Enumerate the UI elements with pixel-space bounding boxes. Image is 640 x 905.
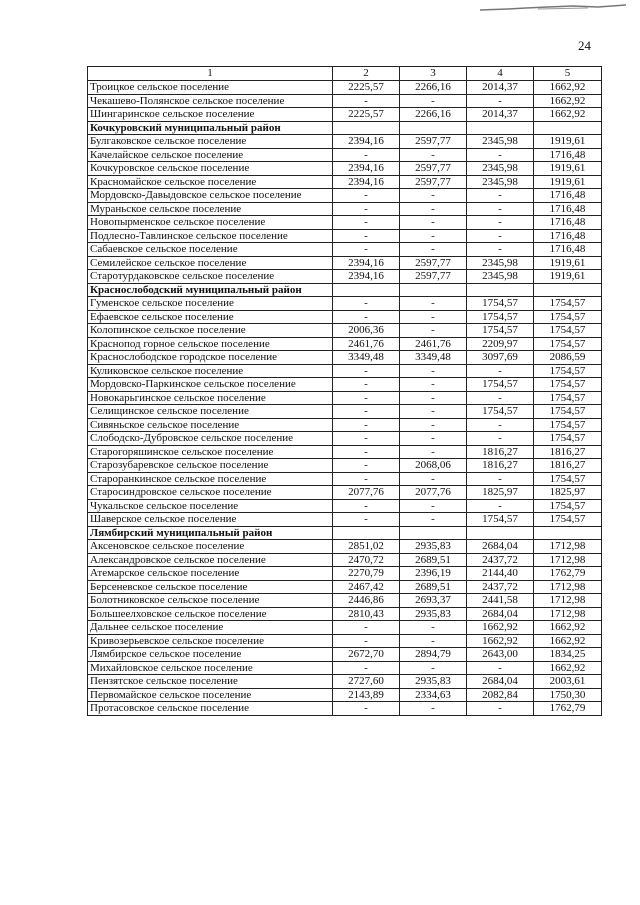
value-col-2: - [333, 661, 400, 675]
settlement-name: Старосиндровское сельское поселение [88, 486, 333, 500]
table-row [88, 445, 602, 459]
settlement-name: Старозубаревское сельское поселение [88, 459, 333, 473]
value-col-2: 2467,42 [333, 580, 400, 594]
value-col-2: - [333, 513, 400, 527]
value-col-4: 3097,69 [467, 351, 534, 365]
value-col-4: 2014,37 [467, 108, 534, 122]
value-col-2: 2810,43 [333, 607, 400, 621]
value-col-4: 2345,98 [467, 175, 534, 189]
value-col-2: - [333, 378, 400, 392]
value-col-2: 2672,70 [333, 648, 400, 662]
table-row [88, 540, 602, 554]
value-col-4: 1754,57 [467, 378, 534, 392]
value-col-5 [534, 283, 602, 297]
value-col-4: 2437,72 [467, 553, 534, 567]
value-col-5: 2003,61 [534, 675, 602, 689]
value-col-3: - [400, 297, 467, 311]
value-col-3: 2935,83 [400, 607, 467, 621]
value-col-3: 2597,77 [400, 162, 467, 176]
table-row [88, 270, 602, 284]
value-col-4: 2437,72 [467, 580, 534, 594]
value-col-5: 1919,61 [534, 175, 602, 189]
value-col-3: - [400, 216, 467, 230]
value-col-4: 2345,98 [467, 135, 534, 149]
table-row [88, 702, 602, 716]
value-col-5: 1762,79 [534, 702, 602, 716]
table-row [88, 81, 602, 95]
value-col-2: - [333, 445, 400, 459]
value-col-4: - [467, 148, 534, 162]
value-col-2: - [333, 621, 400, 635]
value-col-4: 1662,92 [467, 621, 534, 635]
settlement-name: Кривозерьевское сельское поселение [88, 634, 333, 648]
value-col-2: - [333, 405, 400, 419]
value-col-3: 2396,19 [400, 567, 467, 581]
value-col-5: 1919,61 [534, 256, 602, 270]
settlement-name: Сабаевское сельское поселение [88, 243, 333, 257]
table-row [88, 553, 602, 567]
column-header: 3 [400, 67, 467, 81]
value-col-5: 1816,27 [534, 445, 602, 459]
settlement-name: Старотурдаковское сельское поселение [88, 270, 333, 284]
value-col-3: - [400, 432, 467, 446]
table-row [88, 607, 602, 621]
table-row [88, 94, 602, 108]
value-col-2: - [333, 364, 400, 378]
settlement-name: Слободско-Дубровское сельское поселение [88, 432, 333, 446]
value-col-3: - [400, 634, 467, 648]
value-col-3: - [400, 364, 467, 378]
value-col-5: 1834,25 [534, 648, 602, 662]
value-col-3: - [400, 324, 467, 338]
value-col-3: 2597,77 [400, 256, 467, 270]
value-col-3: - [400, 202, 467, 216]
value-col-3: 2693,37 [400, 594, 467, 608]
value-col-5: 1716,48 [534, 229, 602, 243]
value-col-5: 1712,98 [534, 580, 602, 594]
value-col-4: 1825,97 [467, 486, 534, 500]
settlement-name: Гуменское сельское поселение [88, 297, 333, 311]
value-col-3: 2597,77 [400, 135, 467, 149]
value-col-3: - [400, 445, 467, 459]
table-row [88, 486, 602, 500]
settlement-name: Первомайское сельское поселение [88, 688, 333, 702]
table-row [88, 256, 602, 270]
value-col-4: 2144,40 [467, 567, 534, 581]
value-col-3: - [400, 229, 467, 243]
value-col-3: 2461,76 [400, 337, 467, 351]
column-header: 1 [88, 67, 333, 81]
value-col-2: 3349,48 [333, 351, 400, 365]
value-col-4: - [467, 364, 534, 378]
table-row [88, 202, 602, 216]
value-col-3: 2597,77 [400, 270, 467, 284]
value-col-3: 2077,76 [400, 486, 467, 500]
value-col-5: 1662,92 [534, 108, 602, 122]
value-col-4: 1662,92 [467, 634, 534, 648]
value-col-5: 1712,98 [534, 607, 602, 621]
value-col-4: 2643,00 [467, 648, 534, 662]
value-col-3: 2894,79 [400, 648, 467, 662]
value-col-4 [467, 526, 534, 540]
value-col-3: - [400, 621, 467, 635]
value-col-2: - [333, 310, 400, 324]
settlement-name: Шаверское сельское поселение [88, 513, 333, 527]
value-col-4: - [467, 472, 534, 486]
column-header: 2 [333, 67, 400, 81]
value-col-4: - [467, 229, 534, 243]
value-col-3 [400, 121, 467, 135]
value-col-2: 2461,76 [333, 337, 400, 351]
value-col-2: 2006,36 [333, 324, 400, 338]
value-col-4: - [467, 243, 534, 257]
settlement-name: Берсеневское сельское поселение [88, 580, 333, 594]
value-col-2: - [333, 634, 400, 648]
value-col-3: - [400, 94, 467, 108]
value-col-2: 2394,16 [333, 270, 400, 284]
value-col-4: 1816,27 [467, 445, 534, 459]
value-col-5: 1716,48 [534, 148, 602, 162]
value-col-4: 1754,57 [467, 324, 534, 338]
value-col-2: - [333, 459, 400, 473]
value-col-3: 2266,16 [400, 81, 467, 95]
value-col-3 [400, 283, 467, 297]
table-row [88, 391, 602, 405]
value-col-5: 1716,48 [534, 216, 602, 230]
value-col-5: 1919,61 [534, 162, 602, 176]
settlement-name: Селищинское сельское поселение [88, 405, 333, 419]
table-row [88, 324, 602, 338]
settlement-name: Сивяньское сельское поселение [88, 418, 333, 432]
table-row [88, 621, 602, 635]
section-row [88, 283, 602, 297]
table-row [88, 148, 602, 162]
table-row [88, 567, 602, 581]
settlement-name: Пензятское сельское поселение [88, 675, 333, 689]
page-number: 24 [578, 38, 591, 53]
value-col-3: 2689,51 [400, 580, 467, 594]
value-col-4: 1754,57 [467, 405, 534, 419]
value-col-5 [534, 526, 602, 540]
settlement-name: Атемарское сельское поселение [88, 567, 333, 581]
table-row [88, 175, 602, 189]
value-col-5: 1716,48 [534, 243, 602, 257]
value-col-3: - [400, 391, 467, 405]
value-col-5: 1754,57 [534, 405, 602, 419]
settlement-name: Аксеновское сельское поселение [88, 540, 333, 554]
table-row [88, 648, 602, 662]
table-row [88, 688, 602, 702]
column-header: 4 [467, 67, 534, 81]
table-row [88, 216, 602, 230]
value-col-2: - [333, 216, 400, 230]
settlement-name: Старогоряшинское сельское поселение [88, 445, 333, 459]
table-row [88, 162, 602, 176]
value-col-2: - [333, 702, 400, 716]
value-col-3 [400, 526, 467, 540]
value-col-4: - [467, 661, 534, 675]
settlement-name: Качелайское сельское поселение [88, 148, 333, 162]
value-col-2: - [333, 472, 400, 486]
value-col-5: 1919,61 [534, 135, 602, 149]
value-col-3: - [400, 513, 467, 527]
value-col-4: - [467, 499, 534, 513]
value-col-4: 1754,57 [467, 310, 534, 324]
value-col-5: 1662,92 [534, 661, 602, 675]
value-col-4: 2345,98 [467, 270, 534, 284]
value-col-2 [333, 526, 400, 540]
value-col-5: 1754,57 [534, 418, 602, 432]
settlement-name: Лямбирское сельское поселение [88, 648, 333, 662]
settlement-name: Краснопод горное сельское поселение [88, 337, 333, 351]
value-col-2: 2394,16 [333, 162, 400, 176]
value-col-4: - [467, 391, 534, 405]
value-col-3: 2935,83 [400, 540, 467, 554]
settlement-name: Протасовское сельское поселение [88, 702, 333, 716]
settlement-name: Дальнее сельское поселение [88, 621, 333, 635]
settlement-name: Мураньское сельское поселение [88, 202, 333, 216]
table-row [88, 243, 602, 257]
value-col-5: 1662,92 [534, 81, 602, 95]
tariff-table [87, 66, 602, 716]
value-col-4: 2082,84 [467, 688, 534, 702]
value-col-3: 2266,16 [400, 108, 467, 122]
value-col-3: 2068,06 [400, 459, 467, 473]
value-col-5: 1750,30 [534, 688, 602, 702]
settlement-name: Новокарьгинское сельское поселение [88, 391, 333, 405]
value-col-5: 1816,27 [534, 459, 602, 473]
column-header: 5 [534, 67, 602, 81]
value-col-2: - [333, 148, 400, 162]
value-col-5: 1662,92 [534, 621, 602, 635]
table-row [88, 580, 602, 594]
value-col-3: - [400, 702, 467, 716]
value-col-5: 1754,57 [534, 432, 602, 446]
value-col-4: 1754,57 [467, 297, 534, 311]
settlement-name: Александровское сельское поселение [88, 553, 333, 567]
table-row [88, 418, 602, 432]
value-col-2: 2470,72 [333, 553, 400, 567]
value-col-5: 1754,57 [534, 378, 602, 392]
value-col-2: - [333, 202, 400, 216]
value-col-3: - [400, 378, 467, 392]
value-col-5: 1762,79 [534, 567, 602, 581]
value-col-5: 1754,57 [534, 364, 602, 378]
value-col-5: 1754,57 [534, 391, 602, 405]
value-col-4: - [467, 189, 534, 203]
value-col-4: - [467, 216, 534, 230]
scan-noise-mark [478, 3, 628, 13]
value-col-5: 1919,61 [534, 270, 602, 284]
value-col-4: 1816,27 [467, 459, 534, 473]
settlement-name: Подлесно-Тавлинское сельское поселение [88, 229, 333, 243]
value-col-2 [333, 121, 400, 135]
value-col-4: - [467, 702, 534, 716]
value-col-2: - [333, 94, 400, 108]
table-row [88, 459, 602, 473]
value-col-5: 1754,57 [534, 337, 602, 351]
value-col-3: 2935,83 [400, 675, 467, 689]
value-col-2: - [333, 297, 400, 311]
value-col-3: - [400, 243, 467, 257]
value-col-3: 2689,51 [400, 553, 467, 567]
value-col-2 [333, 283, 400, 297]
value-col-3: - [400, 661, 467, 675]
value-col-4: 2345,98 [467, 256, 534, 270]
value-col-4: 2684,04 [467, 675, 534, 689]
value-col-2: - [333, 243, 400, 257]
settlement-name: Большеелховское сельское поселение [88, 607, 333, 621]
value-col-2: 2225,57 [333, 108, 400, 122]
value-col-5: 1754,57 [534, 310, 602, 324]
table-row [88, 135, 602, 149]
district-name: Лямбирский муниципальный район [88, 526, 333, 540]
value-col-4: 2684,04 [467, 607, 534, 621]
district-name: Краснослободский муниципальный район [88, 283, 333, 297]
table-row [88, 594, 602, 608]
table-row [88, 634, 602, 648]
value-col-2: 2077,76 [333, 486, 400, 500]
settlement-name: Куликовское сельское поселение [88, 364, 333, 378]
settlement-name: Ефаевское сельское поселение [88, 310, 333, 324]
value-col-5: 1712,98 [534, 540, 602, 554]
settlement-name: Троицкое сельское поселение [88, 81, 333, 95]
value-col-2: - [333, 391, 400, 405]
value-col-4: 2209,97 [467, 337, 534, 351]
table-row [88, 675, 602, 689]
table-row [88, 310, 602, 324]
table-row [88, 364, 602, 378]
settlement-name: Михайловское сельское поселение [88, 661, 333, 675]
settlement-name: Мордовско-Паркинское сельское поселение [88, 378, 333, 392]
value-col-5: 1754,57 [534, 472, 602, 486]
value-col-3: - [400, 499, 467, 513]
table-row [88, 229, 602, 243]
value-col-4: 2441,58 [467, 594, 534, 608]
settlement-name: Семилейское сельское поселение [88, 256, 333, 270]
value-col-5: 1662,92 [534, 634, 602, 648]
settlement-name: Краснослободское городское поселение [88, 351, 333, 365]
settlement-name: Чекашево-Полянское сельское поселение [88, 94, 333, 108]
value-col-5: 1716,48 [534, 189, 602, 203]
value-col-5: 1754,57 [534, 324, 602, 338]
value-col-5: 1825,97 [534, 486, 602, 500]
value-col-5: 1754,57 [534, 499, 602, 513]
section-row [88, 526, 602, 540]
value-col-2: 2446,86 [333, 594, 400, 608]
table-row [88, 337, 602, 351]
settlement-name: Новопырменское сельское поселение [88, 216, 333, 230]
value-col-2: 2394,16 [333, 256, 400, 270]
value-col-5: 1712,98 [534, 553, 602, 567]
section-row [88, 121, 602, 135]
value-col-3: - [400, 189, 467, 203]
value-col-2: 2143,89 [333, 688, 400, 702]
value-col-4: - [467, 94, 534, 108]
value-col-4: 1754,57 [467, 513, 534, 527]
district-name: Кочкуровский муниципальный район [88, 121, 333, 135]
value-col-5: 1716,48 [534, 202, 602, 216]
table-row [88, 189, 602, 203]
value-col-4: - [467, 418, 534, 432]
settlement-name: Булгаковское сельское поселение [88, 135, 333, 149]
value-col-5 [534, 121, 602, 135]
table-row [88, 499, 602, 513]
settlement-name: Болотниковское сельское поселение [88, 594, 333, 608]
value-col-4: 2345,98 [467, 162, 534, 176]
settlement-name: Колопинское сельское поселение [88, 324, 333, 338]
value-col-2: - [333, 432, 400, 446]
table-row [88, 661, 602, 675]
settlement-name: Староранкинское сельское поселение [88, 472, 333, 486]
settlement-name: Красномайское сельское поселение [88, 175, 333, 189]
value-col-5: 1712,98 [534, 594, 602, 608]
value-col-3: - [400, 310, 467, 324]
value-col-2: 2727,60 [333, 675, 400, 689]
value-col-2: 2394,16 [333, 135, 400, 149]
settlement-name: Кочкуровское сельское поселение [88, 162, 333, 176]
value-col-2: 2851,02 [333, 540, 400, 554]
value-col-2: 2270,79 [333, 567, 400, 581]
table-row [88, 351, 602, 365]
table-row [88, 108, 602, 122]
value-col-5: 1662,92 [534, 94, 602, 108]
table-row [88, 472, 602, 486]
value-col-3: 3349,48 [400, 351, 467, 365]
value-col-5: 1754,57 [534, 297, 602, 311]
value-col-2: - [333, 229, 400, 243]
value-col-3: - [400, 472, 467, 486]
value-col-2: - [333, 499, 400, 513]
table-row [88, 432, 602, 446]
table-header-row [88, 67, 602, 81]
table-row [88, 513, 602, 527]
value-col-5: 2086,59 [534, 351, 602, 365]
value-col-3: - [400, 148, 467, 162]
settlement-name: Мордовско-Давыдовское сельское поселение [88, 189, 333, 203]
table-row [88, 378, 602, 392]
settlement-name: Шингаринское сельское поселение [88, 108, 333, 122]
value-col-2: - [333, 418, 400, 432]
value-col-2: 2394,16 [333, 175, 400, 189]
value-col-4 [467, 121, 534, 135]
value-col-4: - [467, 202, 534, 216]
value-col-4 [467, 283, 534, 297]
value-col-3: 2597,77 [400, 175, 467, 189]
value-col-3: - [400, 405, 467, 419]
value-col-4: 2684,04 [467, 540, 534, 554]
value-col-3: 2334,63 [400, 688, 467, 702]
value-col-4: - [467, 432, 534, 446]
table-row [88, 297, 602, 311]
value-col-5: 1754,57 [534, 513, 602, 527]
value-col-3: - [400, 418, 467, 432]
table-row [88, 405, 602, 419]
value-col-2: - [333, 189, 400, 203]
value-col-2: 2225,57 [333, 81, 400, 95]
value-col-4: 2014,37 [467, 81, 534, 95]
settlement-name: Чукальское сельское поселение [88, 499, 333, 513]
